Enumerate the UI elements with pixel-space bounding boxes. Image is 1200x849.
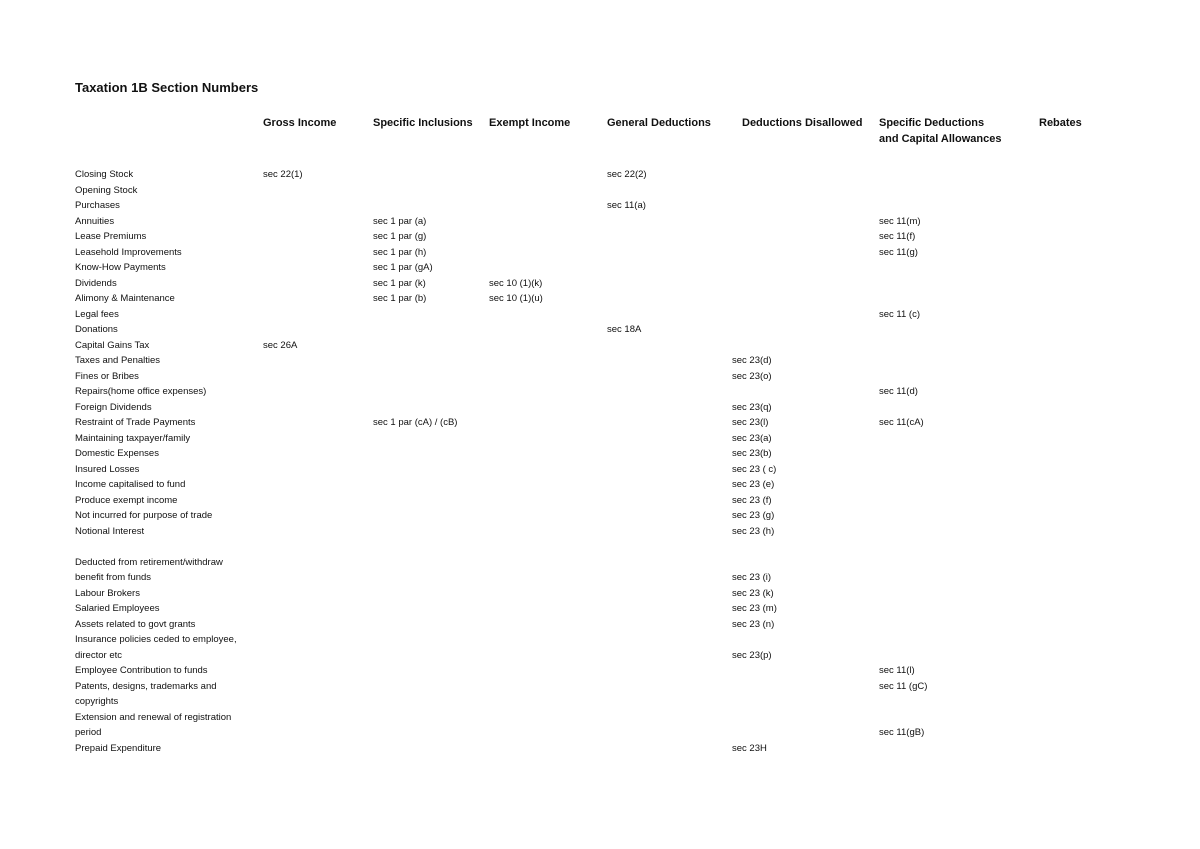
table-row: [0, 353, 1200, 369]
section-table: [0, 167, 1200, 756]
cell-item: Extension and renewal of registration: [75, 711, 232, 723]
cell-item: Opening Stock: [75, 184, 138, 196]
table-row: [0, 539, 1200, 555]
cell-item: Closing Stock: [75, 169, 134, 180]
table-row: [0, 338, 1200, 354]
cell-deductions-disallowed: sec 23 (f): [732, 494, 772, 506]
cell-specific-inclusions: sec 1 par (h): [373, 246, 427, 258]
table-row: [0, 291, 1200, 307]
table-row: [0, 508, 1200, 524]
cell-specific-deductions: sec 11 (gC): [879, 680, 928, 692]
cell-item: Donations: [75, 324, 118, 335]
cell-deductions-disallowed: sec 23 (m): [732, 603, 777, 614]
cell-deductions-disallowed: sec 23(a): [732, 432, 772, 444]
cell-specific-deductions: sec 11(g): [879, 246, 918, 258]
cell-item: Salaried Employees: [75, 603, 160, 614]
header-deductions-disallowed: Deductions Disallowed: [742, 117, 863, 129]
cell-specific-inclusions: sec 1 par (g): [373, 231, 427, 242]
table-row: [0, 167, 1200, 183]
cell-deductions-disallowed: sec 23 (n): [732, 618, 775, 630]
table-row: [0, 493, 1200, 509]
table-row: [0, 477, 1200, 493]
table-row: [0, 307, 1200, 323]
cell-item: director etc: [75, 649, 122, 661]
cell-gross-income: sec 22(1): [263, 169, 303, 180]
cell-deductions-disallowed: sec 23(p): [732, 649, 772, 661]
cell-deductions-disallowed: sec 23(b): [732, 448, 772, 459]
cell-deductions-disallowed: sec 23(d): [732, 355, 772, 366]
table-row: [0, 741, 1200, 757]
cell-specific-deductions: sec 11(d): [879, 386, 918, 397]
table-row: [0, 586, 1200, 602]
cell-deductions-disallowed: sec 23 (i): [732, 572, 772, 583]
header-specific-deductions-line1: Specific Deductions: [879, 117, 985, 129]
cell-specific-deductions: sec 11(f): [879, 231, 916, 242]
cell-item: Alimony & Maintenance: [75, 293, 175, 304]
cell-item: Notional Interest: [75, 525, 145, 537]
cell-deductions-disallowed: sec 23(q): [732, 401, 772, 413]
cell-item: Income capitalised to fund: [75, 479, 186, 490]
cell-deductions-disallowed: sec 23 (k): [732, 587, 774, 599]
cell-item: Capital Gains Tax: [75, 339, 150, 351]
cell-deductions-disallowed: sec 23 (g): [732, 510, 775, 521]
table-row: [0, 431, 1200, 447]
cell-specific-inclusions: sec 1 par (cA) / (cB): [373, 417, 458, 428]
cell-exempt-income: sec 10 (1)(u): [489, 293, 543, 304]
cell-deductions-disallowed: sec 23(o): [732, 370, 772, 382]
page-title: Taxation 1B Section Numbers: [75, 80, 259, 95]
cell-item: Taxes and Penalties: [75, 355, 161, 366]
cell-item: copyrights: [75, 696, 119, 707]
table-row: [0, 415, 1200, 431]
cell-item: Dividends: [75, 277, 117, 289]
cell-specific-deductions: sec 11(l): [879, 665, 915, 676]
cell-deductions-disallowed: sec 23(l): [732, 417, 769, 428]
cell-deductions-disallowed: sec 23 (e): [732, 479, 775, 490]
table-row: [0, 648, 1200, 664]
table-row: [0, 663, 1200, 679]
table-row: [0, 384, 1200, 400]
cell-item: Foreign Dividends: [75, 401, 152, 413]
table-row: [0, 214, 1200, 230]
cell-item: Assets related to govt grants: [75, 618, 196, 630]
table-row: [0, 446, 1200, 462]
cell-specific-inclusions: sec 1 par (gA): [373, 262, 433, 273]
cell-specific-inclusions: sec 1 par (b): [373, 293, 427, 304]
header-rebates: Rebates: [1039, 117, 1082, 129]
table-row: [0, 229, 1200, 245]
cell-item: Maintaining taxpayer/family: [75, 432, 191, 444]
cell-deductions-disallowed: sec 23 ( c): [732, 463, 777, 475]
cell-specific-inclusions: sec 1 par (a): [373, 215, 427, 227]
cell-item: Repairs(home office expenses): [75, 386, 207, 397]
table-row: [0, 462, 1200, 478]
cell-item: Not incurred for purpose of trade: [75, 510, 213, 521]
cell-item: Leasehold Improvements: [75, 246, 182, 258]
cell-deductions-disallowed: sec 23 (h): [732, 525, 775, 537]
header-exempt-income: Exempt Income: [489, 117, 571, 129]
cell-item: Fines or Bribes: [75, 370, 139, 382]
cell-item: Patents, designs, trademarks and: [75, 680, 217, 692]
table-row: [0, 524, 1200, 540]
cell-specific-deductions: sec 11(gB): [879, 727, 925, 738]
table-row: [0, 632, 1200, 648]
cell-item: Restraint of Trade Payments: [75, 417, 196, 428]
table-row: [0, 570, 1200, 586]
table-row: [0, 183, 1200, 199]
cell-item: Employee Contribution to funds: [75, 665, 208, 676]
cell-item: Produce exempt income: [75, 494, 178, 506]
table-row: [0, 679, 1200, 695]
cell-item: Purchases: [75, 200, 120, 211]
cell-item: Labour Brokers: [75, 587, 140, 599]
header-general-deductions: General Deductions: [607, 117, 711, 129]
cell-item: Legal fees: [75, 308, 119, 320]
table-row: [0, 369, 1200, 385]
cell-item: Annuities: [75, 215, 115, 227]
cell-item: Insured Losses: [75, 463, 140, 475]
table-row: [0, 725, 1200, 741]
cell-item: Insurance policies ceded to employee,: [75, 634, 237, 645]
header-gross-income: Gross Income: [263, 117, 337, 129]
header-specific-deductions-line2: and Capital Allowances: [879, 133, 1002, 145]
cell-specific-deductions: sec 11(cA): [879, 417, 924, 428]
cell-general-deductions: sec 11(a): [607, 200, 646, 211]
table-row: [0, 710, 1200, 726]
cell-exempt-income: sec 10 (1)(k): [489, 277, 543, 289]
table-row: [0, 694, 1200, 710]
table-row: [0, 260, 1200, 276]
table-row: [0, 198, 1200, 214]
cell-item: period: [75, 727, 102, 738]
cell-item: Know-How Payments: [75, 262, 166, 273]
table-row: [0, 276, 1200, 292]
table-row: [0, 322, 1200, 338]
header-specific-inclusions: Specific Inclusions: [373, 117, 473, 129]
cell-deductions-disallowed: sec 23H: [732, 742, 767, 754]
cell-item: Lease Premiums: [75, 231, 147, 242]
cell-gross-income: sec 26A: [263, 339, 298, 351]
cell-item: Domestic Expenses: [75, 448, 159, 459]
cell-general-deductions: sec 18A: [607, 324, 642, 335]
table-row: [0, 245, 1200, 261]
table-row: [0, 601, 1200, 617]
table-row: [0, 555, 1200, 571]
cell-item: Deducted from retirement/withdraw: [75, 556, 223, 568]
table-row: [0, 617, 1200, 633]
cell-item: benefit from funds: [75, 572, 152, 583]
cell-general-deductions: sec 22(2): [607, 169, 647, 180]
cell-specific-deductions: sec 11 (c): [879, 308, 921, 320]
cell-item: Prepaid Expenditure: [75, 742, 162, 754]
cell-specific-inclusions: sec 1 par (k): [373, 277, 426, 289]
table-row: [0, 400, 1200, 416]
cell-specific-deductions: sec 11(m): [879, 215, 921, 227]
header-specific-deductions: [879, 115, 1001, 147]
